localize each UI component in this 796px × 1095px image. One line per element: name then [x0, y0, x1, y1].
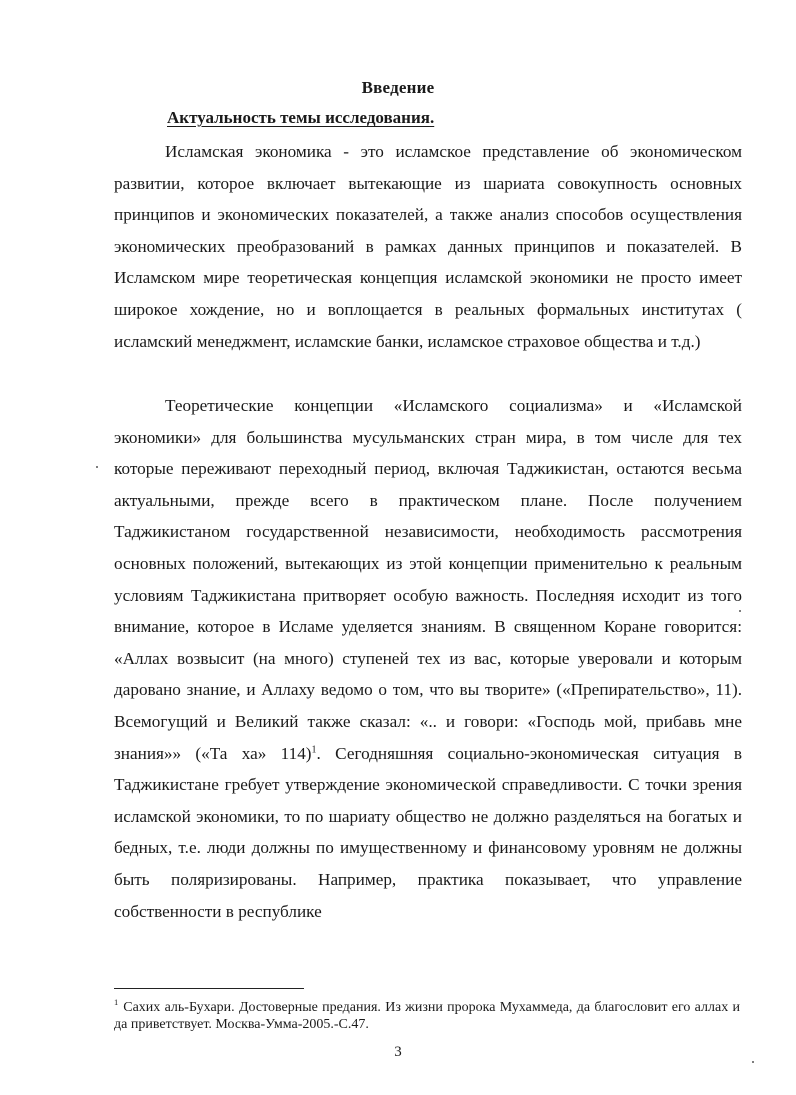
paragraph-2-part-1: Теоретические концепции «Исламского социализма» и «Исламской экономики» для большинства мусульманских стран мира, в том числе для тех которые переживают переходный период, включая Таджикистан, остаются весьма актуальными, прежде всего в практическом плане. После получением Таджикистаном государственной независимости, необходимость рассмотрения основных положений, вытекающих из этой концепции применительно к реальным условиям Таджикистана притворяет особую важность. Последняя исходит из того внимание, которое в Исламе уделяется знаниям. В священном Коране говорится: «Аллах возвысит (на много) ступеней тех из вас, которые уверовали и которым даровано знание, и Аллаху ведомо о том, что вы творите» («Препирательство», 11). Всемогущий и Великий также сказал: «.. и говори: «Господь мой, прибавь мне знания»» («Та ха» 114): [114, 396, 742, 763]
paragraph-2-text: [114, 390, 742, 927]
footnote-reference: 1: [311, 743, 317, 755]
paragraph-2: [114, 390, 742, 927]
paragraph-1-text: Исламская экономика - это исламское представление об экономическом развитии, которое включает вытекающие из шариата совокупность основных принципов и экономических показателей, а также анализ способов осуществления экономических преобразований в рамках данных принципов и показателей. В Исламском мире теоретическая концепция исламской экономики не просто имеет широкое хождение, но и воплощается в реальных формальных институтах ( исламский менеджмент, исламские банки, исламское страховое общества и т.д.): [114, 142, 742, 351]
page-number: 3: [394, 1044, 402, 1060]
scan-speck: [96, 466, 98, 468]
footnote: [114, 999, 740, 1033]
page-title: Введение: [361, 78, 435, 97]
footnote-text: Сахих аль-Бухари. Достоверные предания. Из жизни пророка Мухаммеда, да благословит его аллах и да приветствует. Москва-Умма-2005.-С.47.: [114, 1000, 740, 1032]
paragraph-1: [114, 136, 742, 357]
subtitle-period: .: [429, 108, 435, 127]
subtitle-text: Актуальность темы исследования: [167, 108, 430, 127]
footnote-divider: [114, 988, 304, 989]
paragraph-2-part-2: . Сегодняшняя социально-экономическая ситуация в Таджикистане гребует утверждение экономической справедливости. С точки зрения исламской экономики, то по шариату общество не должно разделяться на богатых и бедных, т.е. люди должны по имущественному и финансовому уровням не должны быть поляризированы. Например, практика показывает, что управление собственности в республике: [114, 743, 742, 921]
section-subtitle: [167, 108, 434, 128]
footnote-marker: 1: [114, 997, 119, 1008]
scan-speck: [752, 1061, 754, 1063]
scan-speck: [739, 610, 741, 612]
